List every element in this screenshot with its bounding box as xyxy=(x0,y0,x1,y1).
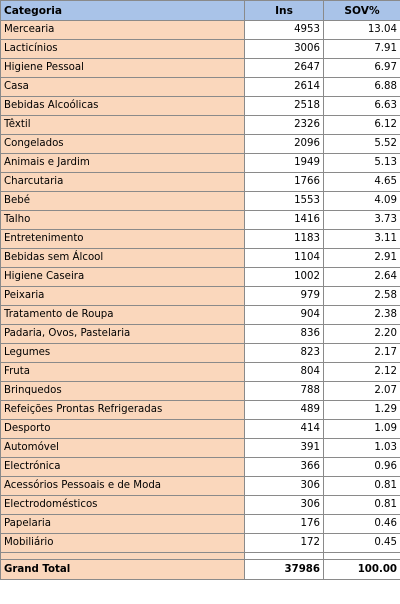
sov-cell[interactable]: 6.63 xyxy=(324,97,400,116)
category-cell[interactable]: Animais e Jardim xyxy=(1,154,245,173)
sov-cell[interactable]: 6.97 xyxy=(324,59,400,78)
sov-cell[interactable]: 4.09 xyxy=(324,192,400,211)
grand-total-sov[interactable]: 100.00 xyxy=(324,560,400,580)
sov-cell[interactable]: 2.20 xyxy=(324,325,400,344)
category-cell[interactable]: Têxtil xyxy=(1,116,245,135)
sov-cell[interactable]: 4.65 xyxy=(324,173,400,192)
category-cell[interactable]: Acessórios Pessoais e de Moda xyxy=(1,477,245,496)
table-row xyxy=(1,344,400,363)
category-cell[interactable]: Electrónica xyxy=(1,458,245,477)
sov-cell[interactable]: 7.91 xyxy=(324,40,400,59)
table-row xyxy=(1,40,400,59)
sov-cell[interactable]: 1.29 xyxy=(324,401,400,420)
ins-cell[interactable]: 2518 xyxy=(245,97,324,116)
spacer-cell xyxy=(324,553,400,560)
category-cell[interactable]: Papelaria xyxy=(1,515,245,534)
category-cell[interactable]: Peixaria xyxy=(1,287,245,306)
ins-cell[interactable]: 306 xyxy=(245,477,324,496)
sov-cell[interactable]: 5.52 xyxy=(324,135,400,154)
ins-cell[interactable]: 2647 xyxy=(245,59,324,78)
header-row xyxy=(1,1,400,21)
sov-cell[interactable]: 2.12 xyxy=(324,363,400,382)
sov-cell[interactable]: 0.46 xyxy=(324,515,400,534)
category-cell[interactable]: Automóvel xyxy=(1,439,245,458)
sov-cell[interactable]: 5.13 xyxy=(324,154,400,173)
table-row xyxy=(1,192,400,211)
category-cell[interactable]: Legumes xyxy=(1,344,245,363)
category-cell[interactable]: Padaria, Ovos, Pastelaria xyxy=(1,325,245,344)
sov-cell[interactable]: 2.38 xyxy=(324,306,400,325)
ins-cell[interactable]: 804 xyxy=(245,363,324,382)
table-row xyxy=(1,154,400,173)
table-row xyxy=(1,363,400,382)
ins-cell[interactable]: 1002 xyxy=(245,268,324,287)
table-row xyxy=(1,21,400,40)
category-cell[interactable]: Bebidas sem Álcool xyxy=(1,249,245,268)
table-row xyxy=(1,249,400,268)
table-row xyxy=(1,534,400,553)
header-sov[interactable]: SOV% xyxy=(324,1,400,21)
sov-cell[interactable]: 0.96 xyxy=(324,458,400,477)
spacer-cell xyxy=(245,553,324,560)
ins-cell[interactable]: 2326 xyxy=(245,116,324,135)
category-cell[interactable]: Electrodomésticos xyxy=(1,496,245,515)
table-row xyxy=(1,135,400,154)
category-cell[interactable]: Brinquedos xyxy=(1,382,245,401)
ins-cell[interactable]: 4953 xyxy=(245,21,324,40)
spacer-cell xyxy=(1,553,245,560)
ins-cell[interactable]: 823 xyxy=(245,344,324,363)
ins-cell[interactable]: 414 xyxy=(245,420,324,439)
grand-total-label[interactable]: Grand Total xyxy=(1,560,245,580)
ins-cell[interactable]: 1949 xyxy=(245,154,324,173)
table-row xyxy=(1,382,400,401)
sov-cell[interactable]: 2.91 xyxy=(324,249,400,268)
category-cell[interactable]: Fruta xyxy=(1,363,245,382)
table-row xyxy=(1,439,400,458)
sov-cell[interactable]: 1.09 xyxy=(324,420,400,439)
ins-cell[interactable]: 366 xyxy=(245,458,324,477)
ins-cell[interactable]: 904 xyxy=(245,306,324,325)
table-row xyxy=(1,477,400,496)
table-row xyxy=(1,230,400,249)
sov-cell[interactable]: 2.58 xyxy=(324,287,400,306)
grand-total-row xyxy=(1,560,400,580)
ins-cell[interactable]: 1766 xyxy=(245,173,324,192)
table-row xyxy=(1,268,400,287)
sov-cell[interactable]: 2.64 xyxy=(324,268,400,287)
ins-cell[interactable]: 306 xyxy=(245,496,324,515)
category-cell[interactable]: Congelados xyxy=(1,135,245,154)
table-row xyxy=(1,420,400,439)
table-row xyxy=(1,78,400,97)
category-cell[interactable]: Mercearia xyxy=(1,21,245,40)
sov-cell[interactable]: 3.73 xyxy=(324,211,400,230)
table-row xyxy=(1,59,400,78)
ins-cell[interactable]: 979 xyxy=(245,287,324,306)
sov-cell[interactable]: 13.04 xyxy=(324,21,400,40)
table-row xyxy=(1,116,400,135)
ins-cell[interactable]: 176 xyxy=(245,515,324,534)
ins-cell[interactable]: 391 xyxy=(245,439,324,458)
ins-cell[interactable]: 836 xyxy=(245,325,324,344)
sov-cell[interactable]: 0.81 xyxy=(324,477,400,496)
spacer-row xyxy=(1,553,400,560)
sov-cell[interactable]: 6.88 xyxy=(324,78,400,97)
ins-cell[interactable]: 1104 xyxy=(245,249,324,268)
ins-cell[interactable]: 489 xyxy=(245,401,324,420)
table-row xyxy=(1,173,400,192)
header-categoria[interactable]: Categoria xyxy=(1,1,245,21)
table-row xyxy=(1,401,400,420)
category-cell[interactable]: Mobiliário xyxy=(1,534,245,553)
category-cell[interactable]: Lacticínios xyxy=(1,40,245,59)
category-cell[interactable]: Tratamento de Roupa xyxy=(1,306,245,325)
table-row xyxy=(1,211,400,230)
category-cell[interactable]: Charcutaria xyxy=(1,173,245,192)
ins-cell[interactable]: 788 xyxy=(245,382,324,401)
ins-cell[interactable]: 1183 xyxy=(245,230,324,249)
table-row xyxy=(1,496,400,515)
category-cell[interactable]: Bebidas Alcoólicas xyxy=(1,97,245,116)
sov-cell[interactable]: 3.11 xyxy=(324,230,400,249)
sov-cell[interactable]: 1.03 xyxy=(324,439,400,458)
table-row xyxy=(1,458,400,477)
table-row xyxy=(1,515,400,534)
category-cell[interactable]: Higiene Caseira xyxy=(1,268,245,287)
category-cell[interactable]: Bebé xyxy=(1,192,245,211)
sov-cell[interactable]: 2.17 xyxy=(324,344,400,363)
category-cell[interactable]: Refeições Prontas Refrigeradas xyxy=(1,401,245,420)
sov-cell[interactable]: 0.81 xyxy=(324,496,400,515)
category-cell[interactable]: Higiene Pessoal xyxy=(1,59,245,78)
category-cell[interactable]: Entretenimento xyxy=(1,230,245,249)
ins-cell[interactable]: 172 xyxy=(245,534,324,553)
category-cell[interactable]: Casa xyxy=(1,78,245,97)
ins-cell[interactable]: 3006 xyxy=(245,40,324,59)
grand-total-ins[interactable]: 37986 xyxy=(245,560,324,580)
sov-cell[interactable]: 2.07 xyxy=(324,382,400,401)
table-row xyxy=(1,325,400,344)
ins-cell[interactable]: 1416 xyxy=(245,211,324,230)
table-body xyxy=(1,21,400,553)
ins-cell[interactable]: 2614 xyxy=(245,78,324,97)
table-row xyxy=(1,306,400,325)
category-cell[interactable]: Talho xyxy=(1,211,245,230)
ins-cell[interactable]: 2096 xyxy=(245,135,324,154)
sov-cell[interactable]: 0.45 xyxy=(324,534,400,553)
table-row xyxy=(1,97,400,116)
header-ins[interactable]: Ins xyxy=(245,1,324,21)
ins-cell[interactable]: 1553 xyxy=(245,192,324,211)
category-cell[interactable]: Desporto xyxy=(1,420,245,439)
sov-cell[interactable]: 6.12 xyxy=(324,116,400,135)
table-row xyxy=(1,287,400,306)
